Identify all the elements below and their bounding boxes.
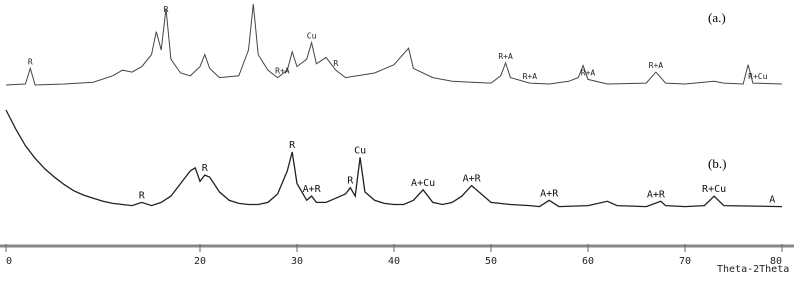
panel-a-label: (a.)	[708, 10, 726, 25]
peak-label-b-6: A+Cu	[411, 177, 436, 189]
peak-label-b-1: R	[201, 163, 208, 175]
peak-label-a-7: R+A	[580, 68, 596, 78]
peak-label-b-2: R	[289, 140, 296, 151]
x-tick-label-6: 70	[678, 256, 692, 267]
peak-label-a-5: R+A	[498, 51, 513, 61]
peak-label-b-0: R	[138, 190, 145, 202]
peak-label-a-2: R+A	[275, 66, 290, 76]
panel-a-annotations	[28, 5, 768, 81]
peak-label-a-0: R	[27, 57, 33, 67]
peak-label-b-9: A+R	[646, 189, 665, 201]
peak-label-a-3: Cu	[306, 31, 317, 41]
series-b-line	[6, 110, 782, 207]
peak-label-b-11: A	[769, 194, 776, 206]
x-tick-label-4: 50	[484, 256, 498, 267]
peak-label-a-6: R+A	[522, 72, 538, 82]
peak-label-b-5: R	[347, 175, 354, 187]
x-tick-label-5: 60	[581, 256, 595, 267]
peak-label-b-10: R+Cu	[702, 184, 727, 196]
peak-label-a-4: R	[333, 59, 339, 69]
panel-a	[6, 4, 782, 85]
x-tick-label-1: 20	[193, 256, 207, 267]
x-tick-label-2: 30	[290, 256, 304, 267]
peak-label-b-7: A+R	[462, 173, 481, 185]
peak-label-a-8: R+A	[648, 61, 664, 71]
panel-b	[6, 110, 782, 207]
series-a-line	[6, 4, 782, 85]
peak-label-a-9: R+Cu	[748, 72, 768, 82]
peak-label-b-8: A+R	[540, 188, 559, 200]
panel-b-annotations	[139, 140, 776, 206]
x-axis-title: Theta-2Theta	[717, 264, 790, 275]
x-tick-label-0: 0	[6, 256, 13, 267]
peak-label-b-4: A+R	[302, 184, 321, 196]
peak-label-a-1: R	[163, 5, 169, 14]
x-tick-label-7: 80	[769, 256, 782, 267]
x-axis	[0, 244, 794, 275]
panel-b-label: (b.)	[708, 156, 727, 171]
x-tick-label-3: 40	[387, 256, 401, 267]
peak-label-b-3: Cu	[354, 145, 367, 157]
